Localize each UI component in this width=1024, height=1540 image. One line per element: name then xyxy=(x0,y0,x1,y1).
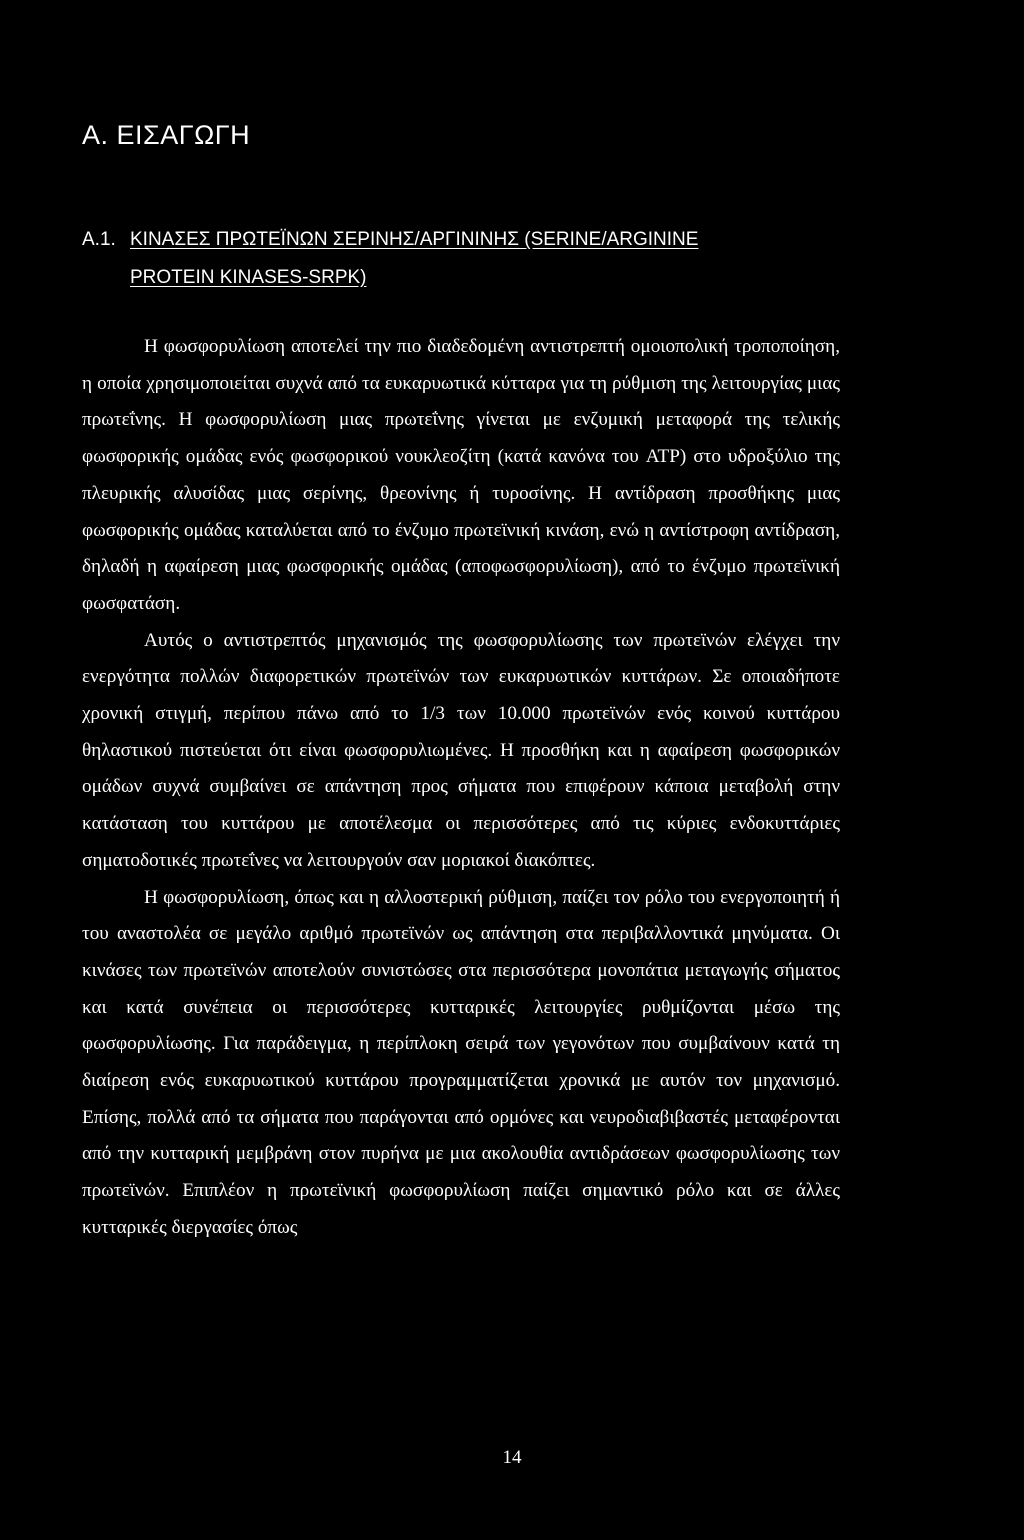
chapter-title: Α. ΕΙΣΑΓΩΓΗ xyxy=(82,120,251,150)
section-number: Α.1. xyxy=(82,229,116,250)
paragraph-1: Η φωσφορυλίωση αποτελεί την πιο διαδεδομένη αντιστρεπτή ομοιοπολική τροποποίηση, η οποία χρησιμοποιείται συχνά από τα ευκαρυωτικά κύτταρα για τη ρύθμιση της λειτουργίας μιας πρωτεΐνης. Η φωσφορυλίωση μιας πρωτεΐνης γίνεται με ενζυμική μεταφορά της τελικής φωσφορικής ομάδας ενός φωσφορικού νουκλεοζίτη (κατά κανόνα του ATP) στο υδροξύλιο της πλευρικής αλυσίδας μιας σερίνης, θρεονίνης ή τυροσίνης. Η αντίδραση προσθήκης μιας φωσφορικής ομάδας καταλύεται από το ένζυμο πρωτεϊνική κινάση, ενώ η αντίστροφη αντίδραση, δηλαδή η αφαίρεση μιας φωσφορικής ομάδας (αποφωσφορυλίωση), από το ένζυμο πρωτεϊνική φωσφατάση. xyxy=(82,336,840,614)
paragraph-3: Η φωσφορυλίωση, όπως και η αλλοστερική ρύθμιση, παίζει τον ρόλο του ενεργοποιητή ή του αναστολέα σε μεγάλο αριθμό πρωτεϊνών ως απάντηση στα περιβαλλοντικά μηνύματα. Οι κινάσες των πρωτεϊνών αποτελούν συνιστώσες στα περισσότερα μονοπάτια μεταγωγής σήματος και κατά συνέπεια οι περισσότερες κυτταρικές λειτουργίες ρυθμίζονται μέσω της φωσφορυλίωσης. Για παράδειγμα, η περίπλοκη σειρά των γεγονότων που συμβαίνουν κατά τη διαίρεση ενός ευκαρυωτικού κυττάρου προγραμματίζεται χρονικά με αυτόν τον μηχανισμό. Επίσης, πολλά από τα σήματα που παράγονται από ορμόνες και νευροδιαβιβαστές μεταφέρονται από την κυτταρική μεμβράνη στον πυρήνα με μια ακολουθία αντιδράσεων φωσφορυλίωσης των πρωτεϊνών. Επιπλέον η πρωτεϊνική φωσφορυλίωση παίζει σημαντικό ρόλο και σε άλλες κυτταρικές διεργασίες όπως xyxy=(82,886,840,1238)
section-heading xyxy=(82,221,862,297)
paragraph-2: Αυτός ο αντιστρεπτός μηχανισμός της φωσφορυλίωσης των πρωτεϊνών ελέγχει την ενεργότητα πολλών διαφορετικών πρωτεϊνών των ευκαρυωτικών κυττάρων. Σε οποιαδήποτε χρονική στιγμή, περίπου πάνω από το 1/3 των 10.000 πρωτεϊνών ενός κοινού κυττάρου θηλαστικού πιστεύεται ότι είναι φωσφορυλιωμένες. Η προσθήκη και η αφαίρεση φωσφορικών ομάδων συχνά συμβαίνει σε απάντηση προς σήματα που επιφέρουν κάποια μεταβολή στην κατάσταση του κυττάρου με αποτέλεσμα οι περισσότερες από τις κύριες ενδοκυττάριες σηματοδοτικές πρωτεΐνες να λειτουργούν σαν μοριακοί διακόπτες. xyxy=(82,629,840,871)
section-title-line-1: ΚΙΝΑΣΕΣ ΠΡΩΤΕΪΝΩΝ ΣΕΡΙΝΗΣ/ΑΡΓΙΝΙΝΗΣ (SERINE/ARGININE xyxy=(130,229,699,250)
section-title-line-2: PROTEIN KINASES-SRPK) xyxy=(130,267,367,288)
page-number: 14 xyxy=(502,1447,522,1468)
body-text xyxy=(82,329,840,1247)
